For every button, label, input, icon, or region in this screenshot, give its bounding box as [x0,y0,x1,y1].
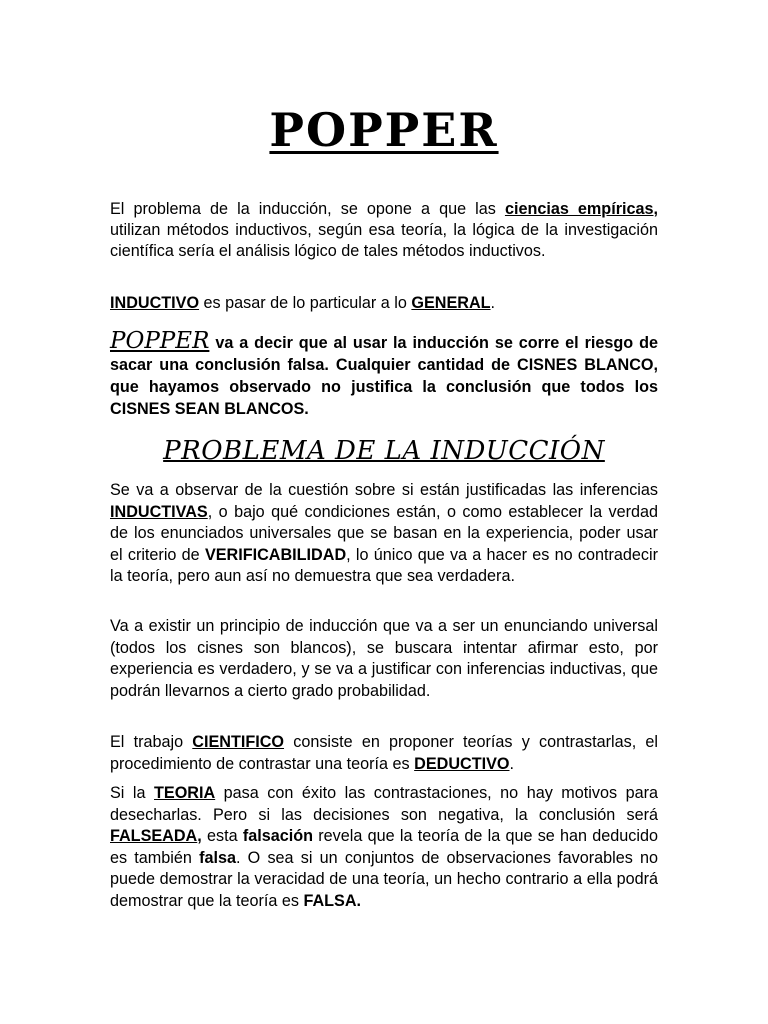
keyword-inductivo: INDUCTIVO [110,294,200,312]
text: es pasar de lo particular a lo [199,294,412,312]
text: El trabajo [110,733,193,751]
text: . [490,294,496,312]
paragraph-observation [110,480,658,588]
keyword-falsacion: falsación [242,827,314,846]
paragraph-inductivo [110,293,658,314]
text: Va a existir un principio de inducción que va a ser un enunciando universal (todos los cisnes son blancos), se buscara intentar afirmar esto, por experiencia es verdadero, y se va a justificar con inferencias inductivas, que podrán llevarnos a cierto grado probabilidad. [110,617,658,700]
text: pasa con éxito las contrastaciones, no hay motivos para desecharlas. Pero si las decisiones son negativa, la conclusión será [110,784,658,824]
text: , o bajo qué condiciones están, o como establecer la verdad de los enunciados universales que se basan en la experiencia, poder usar el criterio de [110,502,658,564]
keyword-falsa: falsa [199,848,236,867]
text: . [509,754,514,773]
paragraph-popper-claim [110,330,658,420]
keyword-falsa-final: FALSA. [303,891,362,910]
keyword-teoria: TEORIA [154,784,216,802]
keyword-falseada: FALSEADA [110,827,198,846]
keyword-verificabilidad: VERIFICABILIDAD [204,545,347,564]
text: . O sea si un conjuntos de observaciones favorables no puede demostrar la veracidad de una teoría, un hecho contrario a ella podrá demostrar que la teoría es [110,848,658,910]
text: revela que la teoría de la que se han deducido es también [110,827,658,867]
section-heading: PROBLEMA DE LA INDUCCIÓN [163,436,605,466]
keyword-ciencias-empiricas: ciencias empíricas [504,200,654,218]
page-title: POPPER [269,103,499,157]
comma: , [653,200,658,218]
text: consiste en proponer teorías y contrastarlas, el procedimiento de contrastar una teoría es [110,733,658,773]
paragraph-induction-problem [110,199,658,262]
keyword-inductivas: INDUCTIVAS [110,502,208,521]
keyword-deductivo: DEDUCTIVO [414,754,510,773]
paragraph-scientific-work [110,732,658,775]
text: utilizan métodos inductivos, según esa teoría, la lógica de la investigación científica sería el análisis lógico de tales métodos inductivos. [110,221,658,260]
text: , lo único que va a hacer es no contradecir la teoría, pero aun así no demuestra que sea verdadera. [110,545,658,586]
text: El problema de la inducción, se opone a que las [110,200,505,218]
keyword-cientifico: CIENTIFICO [192,733,285,751]
paragraph-induction-principle [110,616,658,702]
paragraph-falsification [110,783,658,913]
comma: , [197,827,202,846]
text: va a decir que al usar la inducción se corre el riesgo de sacar una conclusión falsa. Cualquier cantidad de CISNES BLANCO, que hayamos observado no justifica la conclusión que todos los CISNES SEAN BLANCOS. [110,334,658,418]
keyword-general: GENERAL [411,294,491,312]
text: Si la [110,784,155,802]
text: Se va a observar de la cuestión sobre si están justificadas las inferencias [110,481,658,499]
popper-name: POPPER [110,328,210,354]
text: esta [201,827,243,846]
